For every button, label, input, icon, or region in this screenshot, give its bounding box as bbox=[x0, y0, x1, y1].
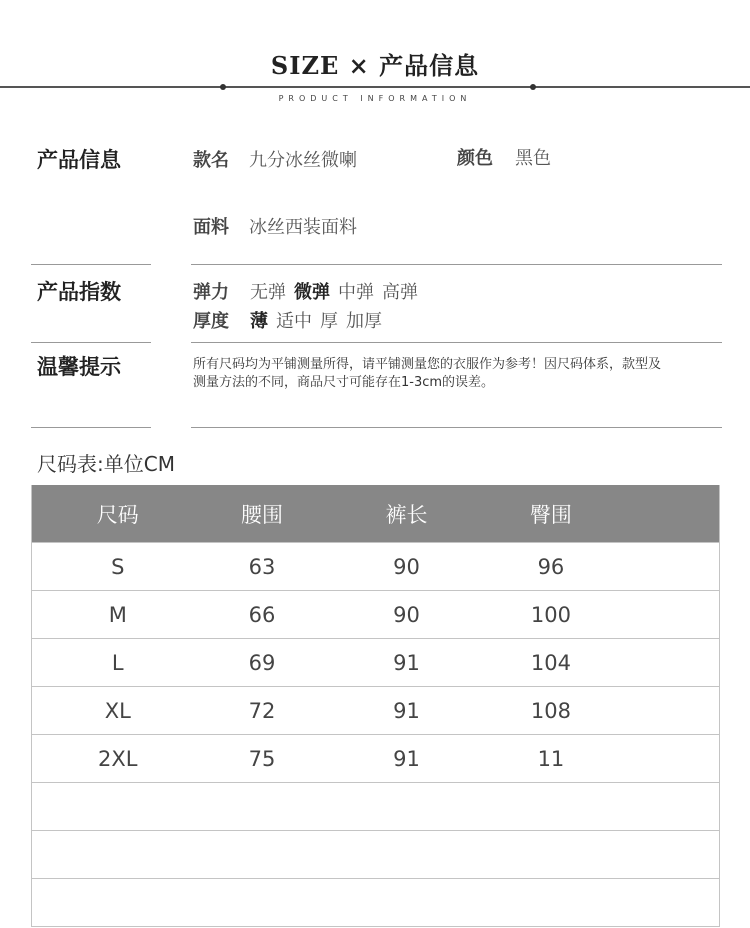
table-cell: 104 bbox=[492, 639, 609, 687]
table-cell bbox=[492, 831, 609, 879]
divider bbox=[191, 427, 722, 428]
table-cell bbox=[609, 735, 719, 783]
table-cell: L bbox=[32, 639, 204, 687]
elasticity-option: 高弹 bbox=[382, 282, 418, 303]
name-label: 款名 bbox=[193, 150, 229, 171]
table-cell bbox=[492, 783, 609, 831]
elasticity-options bbox=[250, 278, 426, 304]
table-cell: 96 bbox=[492, 543, 609, 591]
table-cell bbox=[609, 783, 719, 831]
table-cell: 63 bbox=[204, 543, 321, 591]
table-row bbox=[32, 735, 720, 783]
table-cell bbox=[320, 783, 492, 831]
table-cell: 100 bbox=[492, 591, 609, 639]
thickness-option: 适中 bbox=[276, 311, 312, 332]
table-row-empty bbox=[32, 831, 720, 879]
thickness-options bbox=[250, 307, 390, 333]
page-subtitle: PRODUCT INFORMATION bbox=[278, 94, 472, 103]
table-cell: S bbox=[32, 543, 204, 591]
table-cell bbox=[32, 783, 204, 831]
product-info-label: 产品信息 bbox=[37, 148, 121, 172]
elasticity-option: 中弹 bbox=[338, 282, 374, 303]
divider bbox=[31, 264, 151, 265]
table-cell: 91 bbox=[320, 687, 492, 735]
column-header: 腰围 bbox=[204, 485, 321, 543]
table-cell bbox=[609, 879, 719, 927]
table-cell bbox=[609, 831, 719, 879]
table-cell: 90 bbox=[320, 543, 492, 591]
table-row bbox=[32, 591, 720, 639]
color-value: 黑色 bbox=[515, 148, 551, 169]
table-cell bbox=[609, 543, 719, 591]
divider-dot-right bbox=[530, 84, 536, 90]
table-cell: 90 bbox=[320, 591, 492, 639]
table-row bbox=[32, 543, 720, 591]
table-cell bbox=[609, 639, 719, 687]
column-header: 臀围 bbox=[492, 485, 609, 543]
table-cell bbox=[492, 879, 609, 927]
table-cell bbox=[609, 687, 719, 735]
divider bbox=[191, 264, 722, 265]
table-row-empty bbox=[32, 879, 720, 927]
table-cell: XL bbox=[32, 687, 204, 735]
elasticity-option: 无弹 bbox=[250, 282, 286, 303]
table-cell: 69 bbox=[204, 639, 321, 687]
size-table bbox=[31, 485, 720, 927]
table-cell: 72 bbox=[204, 687, 321, 735]
table-cell: 91 bbox=[320, 639, 492, 687]
elasticity-label: 弹力 bbox=[193, 282, 229, 303]
tips-label: 温馨提示 bbox=[37, 355, 121, 379]
size-table-title: 尺码表:单位CM bbox=[37, 452, 175, 476]
column-header: 裤长 bbox=[320, 485, 492, 543]
table-cell: 2XL bbox=[32, 735, 204, 783]
elasticity-option-selected: 微弹 bbox=[294, 282, 330, 303]
product-index-label: 产品指数 bbox=[37, 280, 121, 304]
table-cell: 108 bbox=[492, 687, 609, 735]
color-label: 颜色 bbox=[457, 148, 493, 169]
table-cell bbox=[609, 591, 719, 639]
table-cell bbox=[320, 831, 492, 879]
table-cell: 91 bbox=[320, 735, 492, 783]
table-row bbox=[32, 687, 720, 735]
thickness-option: 厚 bbox=[320, 311, 338, 332]
tips-text: 所有尺码均为平铺测量所得，请平铺测量您的衣服作为参考！因尺码体系，款型及测量方法的不同，商品尺寸可能存在1-3cm的误差。 bbox=[193, 357, 662, 390]
table-cell: M bbox=[32, 591, 204, 639]
table-cell bbox=[204, 783, 321, 831]
column-header: 尺码 bbox=[32, 485, 204, 543]
divider bbox=[31, 342, 151, 343]
divider bbox=[191, 342, 722, 343]
table-cell: 11 bbox=[492, 735, 609, 783]
table-cell: 66 bbox=[204, 591, 321, 639]
table-cell bbox=[32, 831, 204, 879]
table-row-empty bbox=[32, 783, 720, 831]
header-divider bbox=[0, 86, 750, 88]
table-cell: 75 bbox=[204, 735, 321, 783]
table-cell bbox=[320, 879, 492, 927]
table-cell bbox=[204, 831, 321, 879]
table-cell bbox=[204, 879, 321, 927]
spacer-column bbox=[609, 485, 719, 543]
fabric-value: 冰丝西装面料 bbox=[249, 217, 357, 238]
thickness-label: 厚度 bbox=[193, 311, 229, 332]
thickness-option-selected: 薄 bbox=[250, 311, 268, 332]
divider-dot-left bbox=[220, 84, 226, 90]
table-row bbox=[32, 639, 720, 687]
name-value: 九分冰丝微喇 bbox=[249, 150, 357, 171]
table-cell bbox=[32, 879, 204, 927]
page-title: SIZE × 产品信息 bbox=[270, 51, 480, 80]
thickness-option: 加厚 bbox=[346, 311, 382, 332]
divider bbox=[31, 427, 151, 428]
fabric-label: 面料 bbox=[193, 217, 229, 238]
size-table-header bbox=[32, 485, 720, 543]
